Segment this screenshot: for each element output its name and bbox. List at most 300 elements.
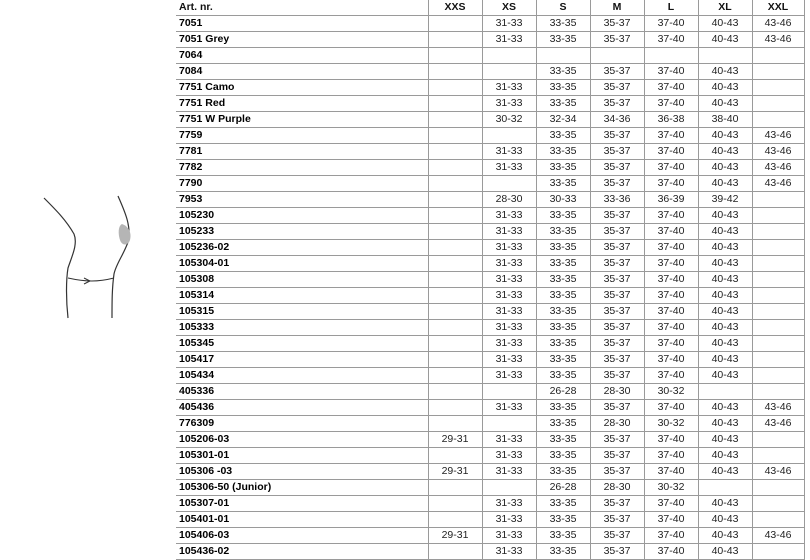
- size-xxl-cell: [752, 544, 804, 560]
- size-xxl-cell: [752, 48, 804, 64]
- size-xl-cell: 40-43: [698, 128, 752, 144]
- article-number-cell: 405336: [176, 384, 428, 400]
- size-l-cell: 37-40: [644, 176, 698, 192]
- table-row: [176, 80, 804, 96]
- size-m-cell: 35-37: [590, 80, 644, 96]
- size-l-cell: 37-40: [644, 368, 698, 384]
- size-xl-cell: 40-43: [698, 64, 752, 80]
- size-xs-cell: 31-33: [482, 400, 536, 416]
- size-m-cell: 35-37: [590, 176, 644, 192]
- size-m-cell: 34-36: [590, 112, 644, 128]
- size-xxs-cell: [428, 416, 482, 432]
- size-s-cell: 33-35: [536, 544, 590, 560]
- table-row: [176, 464, 804, 480]
- article-number-cell: 7781: [176, 144, 428, 160]
- size-l-cell: 37-40: [644, 240, 698, 256]
- size-l-cell: 37-40: [644, 80, 698, 96]
- size-l-cell: 37-40: [644, 448, 698, 464]
- column-header-size-xs: XS: [482, 0, 536, 16]
- size-s-cell: 30-33: [536, 192, 590, 208]
- size-xxs-cell: [428, 192, 482, 208]
- size-xl-cell: 40-43: [698, 432, 752, 448]
- size-xl-cell: 40-43: [698, 320, 752, 336]
- table-row: [176, 496, 804, 512]
- size-xxs-cell: [428, 304, 482, 320]
- size-s-cell: 33-35: [536, 512, 590, 528]
- article-number-cell: 105345: [176, 336, 428, 352]
- column-header-size-m: M: [590, 0, 644, 16]
- size-l-cell: [644, 48, 698, 64]
- size-xs-cell: 31-33: [482, 528, 536, 544]
- size-xxl-cell: [752, 64, 804, 80]
- size-l-cell: 37-40: [644, 16, 698, 32]
- size-m-cell: 35-37: [590, 512, 644, 528]
- size-s-cell: [536, 48, 590, 64]
- size-s-cell: 33-35: [536, 96, 590, 112]
- size-xxl-cell: 43-46: [752, 32, 804, 48]
- size-xxs-cell: [428, 352, 482, 368]
- size-xxl-cell: 43-46: [752, 160, 804, 176]
- size-xl-cell: 40-43: [698, 352, 752, 368]
- table-row: [176, 480, 804, 496]
- table-row: [176, 128, 804, 144]
- size-m-cell: 35-37: [590, 160, 644, 176]
- size-l-cell: 37-40: [644, 208, 698, 224]
- size-xl-cell: 38-40: [698, 112, 752, 128]
- size-s-cell: 33-35: [536, 464, 590, 480]
- size-xs-cell: 31-33: [482, 304, 536, 320]
- size-m-cell: 35-37: [590, 352, 644, 368]
- size-xs-cell: 31-33: [482, 16, 536, 32]
- size-m-cell: 35-37: [590, 32, 644, 48]
- table-header-row: [176, 0, 804, 16]
- size-s-cell: 33-35: [536, 144, 590, 160]
- size-s-cell: 33-35: [536, 256, 590, 272]
- size-l-cell: 37-40: [644, 256, 698, 272]
- size-m-cell: 35-37: [590, 224, 644, 240]
- table-row: [176, 64, 804, 80]
- size-xxl-cell: [752, 80, 804, 96]
- table-row: [176, 192, 804, 208]
- column-header-size-xxs: XXS: [428, 0, 482, 16]
- size-xxl-cell: [752, 448, 804, 464]
- size-xxs-cell: [428, 48, 482, 64]
- size-s-cell: 33-35: [536, 448, 590, 464]
- size-xxs-cell: [428, 160, 482, 176]
- size-xxl-cell: [752, 288, 804, 304]
- size-xl-cell: 40-43: [698, 272, 752, 288]
- size-xs-cell: 31-33: [482, 432, 536, 448]
- measurement-line: [68, 278, 114, 281]
- size-xl-cell: 40-43: [698, 32, 752, 48]
- article-number-cell: 7051 Grey: [176, 32, 428, 48]
- size-s-cell: 33-35: [536, 208, 590, 224]
- column-header-size-s: S: [536, 0, 590, 16]
- size-xl-cell: 40-43: [698, 16, 752, 32]
- size-m-cell: 35-37: [590, 336, 644, 352]
- size-xl-cell: 40-43: [698, 80, 752, 96]
- column-header-size-l: L: [644, 0, 698, 16]
- size-xxs-cell: [428, 272, 482, 288]
- article-number-cell: 105436-02: [176, 544, 428, 560]
- size-xs-cell: [482, 48, 536, 64]
- table-row: [176, 304, 804, 320]
- table-row: [176, 368, 804, 384]
- size-s-cell: 33-35: [536, 416, 590, 432]
- article-number-cell: 105306 -03: [176, 464, 428, 480]
- size-l-cell: 30-32: [644, 416, 698, 432]
- size-m-cell: 28-30: [590, 416, 644, 432]
- size-m-cell: 35-37: [590, 128, 644, 144]
- size-xxl-cell: [752, 384, 804, 400]
- size-s-cell: 33-35: [536, 432, 590, 448]
- size-xs-cell: 31-33: [482, 464, 536, 480]
- size-s-cell: 33-35: [536, 304, 590, 320]
- size-xxl-cell: [752, 224, 804, 240]
- leg-back-outline: [44, 198, 75, 318]
- size-s-cell: 33-35: [536, 272, 590, 288]
- article-number-cell: 105434: [176, 368, 428, 384]
- size-xxs-cell: [428, 336, 482, 352]
- size-xs-cell: 28-30: [482, 192, 536, 208]
- article-number-cell: 7751 W Purple: [176, 112, 428, 128]
- size-xs-cell: 31-33: [482, 144, 536, 160]
- column-header-article-number: Art. nr.: [176, 0, 428, 16]
- size-xxs-cell: [428, 224, 482, 240]
- table-row: [176, 144, 804, 160]
- size-xxs-cell: [428, 128, 482, 144]
- table-row: [176, 112, 804, 128]
- size-l-cell: 37-40: [644, 64, 698, 80]
- article-number-cell: 105236-02: [176, 240, 428, 256]
- size-xxl-cell: [752, 112, 804, 128]
- size-xl-cell: 40-43: [698, 400, 752, 416]
- size-m-cell: 35-37: [590, 496, 644, 512]
- size-xs-cell: 31-33: [482, 368, 536, 384]
- size-s-cell: 33-35: [536, 160, 590, 176]
- article-number-cell: 105304-01: [176, 256, 428, 272]
- size-l-cell: 37-40: [644, 144, 698, 160]
- article-number-cell: 105206-03: [176, 432, 428, 448]
- size-xxl-cell: [752, 336, 804, 352]
- size-l-cell: 37-40: [644, 128, 698, 144]
- article-number-cell: 105406-03: [176, 528, 428, 544]
- size-xl-cell: 40-43: [698, 240, 752, 256]
- size-xxs-cell: [428, 544, 482, 560]
- table-row: [176, 16, 804, 32]
- size-xxs-cell: [428, 112, 482, 128]
- size-xs-cell: 31-33: [482, 496, 536, 512]
- size-xxs-cell: [428, 96, 482, 112]
- size-xl-cell: 40-43: [698, 176, 752, 192]
- size-xxl-cell: 43-46: [752, 464, 804, 480]
- size-xxs-cell: [428, 448, 482, 464]
- article-number-cell: 105417: [176, 352, 428, 368]
- size-xs-cell: [482, 176, 536, 192]
- size-xxs-cell: 29-31: [428, 528, 482, 544]
- leg-front-outline: [112, 196, 129, 318]
- size-l-cell: 30-32: [644, 384, 698, 400]
- table-row: [176, 256, 804, 272]
- size-xl-cell: 40-43: [698, 304, 752, 320]
- table-row: [176, 48, 804, 64]
- size-xxs-cell: [428, 240, 482, 256]
- size-l-cell: 36-38: [644, 112, 698, 128]
- size-xs-cell: 31-33: [482, 256, 536, 272]
- size-m-cell: 35-37: [590, 272, 644, 288]
- column-header-size-xl: XL: [698, 0, 752, 16]
- size-xxl-cell: 43-46: [752, 176, 804, 192]
- table-row: [176, 176, 804, 192]
- knee-measurement-icon: [36, 188, 146, 323]
- size-l-cell: 37-40: [644, 464, 698, 480]
- table-row: [176, 400, 804, 416]
- table-row: [176, 32, 804, 48]
- article-number-cell: 105301-01: [176, 448, 428, 464]
- size-l-cell: 37-40: [644, 272, 698, 288]
- size-s-cell: 33-35: [536, 16, 590, 32]
- size-xxl-cell: [752, 208, 804, 224]
- size-s-cell: 26-28: [536, 384, 590, 400]
- size-m-cell: 35-37: [590, 16, 644, 32]
- size-xs-cell: 31-33: [482, 224, 536, 240]
- size-s-cell: 32-34: [536, 112, 590, 128]
- size-xxl-cell: [752, 96, 804, 112]
- size-m-cell: 35-37: [590, 368, 644, 384]
- size-s-cell: 33-35: [536, 368, 590, 384]
- size-xs-cell: 31-33: [482, 288, 536, 304]
- size-m-cell: 35-37: [590, 288, 644, 304]
- table-row: [176, 160, 804, 176]
- size-m-cell: 35-37: [590, 544, 644, 560]
- size-xs-cell: [482, 64, 536, 80]
- size-xl-cell: 40-43: [698, 224, 752, 240]
- size-l-cell: 37-40: [644, 320, 698, 336]
- size-xxl-cell: [752, 432, 804, 448]
- size-l-cell: 37-40: [644, 304, 698, 320]
- size-xxl-cell: 43-46: [752, 128, 804, 144]
- size-xxl-cell: [752, 352, 804, 368]
- table-row: [176, 384, 804, 400]
- size-m-cell: 28-30: [590, 480, 644, 496]
- size-s-cell: 33-35: [536, 400, 590, 416]
- size-s-cell: 33-35: [536, 352, 590, 368]
- size-xxs-cell: [428, 256, 482, 272]
- size-xl-cell: 40-43: [698, 528, 752, 544]
- article-number-cell: 105230: [176, 208, 428, 224]
- size-l-cell: 37-40: [644, 32, 698, 48]
- size-xxs-cell: [428, 32, 482, 48]
- size-m-cell: 35-37: [590, 240, 644, 256]
- size-l-cell: 37-40: [644, 96, 698, 112]
- size-xl-cell: 40-43: [698, 512, 752, 528]
- size-xxl-cell: 43-46: [752, 400, 804, 416]
- size-xl-cell: 40-43: [698, 288, 752, 304]
- size-xxs-cell: [428, 288, 482, 304]
- size-xxs-cell: [428, 496, 482, 512]
- size-l-cell: 30-32: [644, 480, 698, 496]
- size-l-cell: 37-40: [644, 496, 698, 512]
- article-number-cell: 7782: [176, 160, 428, 176]
- article-number-cell: 7953: [176, 192, 428, 208]
- size-s-cell: 33-35: [536, 528, 590, 544]
- article-number-cell: 405436: [176, 400, 428, 416]
- article-number-cell: 776309: [176, 416, 428, 432]
- size-xl-cell: [698, 384, 752, 400]
- size-xxl-cell: [752, 304, 804, 320]
- size-xxs-cell: [428, 512, 482, 528]
- size-xxl-cell: [752, 368, 804, 384]
- size-m-cell: 35-37: [590, 432, 644, 448]
- size-xs-cell: 31-33: [482, 512, 536, 528]
- size-xs-cell: [482, 480, 536, 496]
- size-xxs-cell: 29-31: [428, 464, 482, 480]
- table-row: [176, 288, 804, 304]
- size-xxl-cell: [752, 272, 804, 288]
- size-xs-cell: 31-33: [482, 80, 536, 96]
- size-xl-cell: 40-43: [698, 160, 752, 176]
- article-number-cell: 105306-50 (Junior): [176, 480, 428, 496]
- size-xs-cell: 31-33: [482, 32, 536, 48]
- size-s-cell: 33-35: [536, 128, 590, 144]
- size-xs-cell: 31-33: [482, 320, 536, 336]
- size-xxl-cell: [752, 320, 804, 336]
- size-xxs-cell: [428, 384, 482, 400]
- size-xxl-cell: [752, 256, 804, 272]
- table-row: [176, 432, 804, 448]
- size-s-cell: 33-35: [536, 64, 590, 80]
- table-row: [176, 320, 804, 336]
- size-xs-cell: [482, 128, 536, 144]
- size-xxs-cell: [428, 368, 482, 384]
- size-l-cell: 37-40: [644, 432, 698, 448]
- size-l-cell: 37-40: [644, 352, 698, 368]
- size-xs-cell: 31-33: [482, 272, 536, 288]
- size-xl-cell: 40-43: [698, 256, 752, 272]
- size-xxs-cell: 29-31: [428, 432, 482, 448]
- size-m-cell: 35-37: [590, 464, 644, 480]
- size-m-cell: 35-37: [590, 304, 644, 320]
- size-xxs-cell: [428, 144, 482, 160]
- article-number-cell: 7051: [176, 16, 428, 32]
- article-number-cell: 7751 Camo: [176, 80, 428, 96]
- article-number-cell: 105401-01: [176, 512, 428, 528]
- size-xxs-cell: [428, 176, 482, 192]
- size-xxl-cell: 43-46: [752, 528, 804, 544]
- size-xs-cell: 31-33: [482, 336, 536, 352]
- size-xxl-cell: [752, 240, 804, 256]
- size-s-cell: 33-35: [536, 288, 590, 304]
- article-number-cell: 105307-01: [176, 496, 428, 512]
- size-s-cell: 33-35: [536, 32, 590, 48]
- table-row: [176, 448, 804, 464]
- size-xl-cell: [698, 48, 752, 64]
- size-m-cell: 35-37: [590, 144, 644, 160]
- size-xl-cell: 40-43: [698, 416, 752, 432]
- size-xxs-cell: [428, 80, 482, 96]
- table-row: [176, 336, 804, 352]
- size-xxs-cell: [428, 208, 482, 224]
- size-xl-cell: 40-43: [698, 448, 752, 464]
- size-l-cell: 37-40: [644, 400, 698, 416]
- size-l-cell: 37-40: [644, 512, 698, 528]
- table-row: [176, 512, 804, 528]
- size-xxl-cell: 43-46: [752, 416, 804, 432]
- size-l-cell: 37-40: [644, 336, 698, 352]
- size-m-cell: 28-30: [590, 384, 644, 400]
- table-row: [176, 224, 804, 240]
- size-l-cell: 36-39: [644, 192, 698, 208]
- size-s-cell: 33-35: [536, 224, 590, 240]
- size-chart-table: [176, 0, 805, 560]
- size-xxs-cell: [428, 480, 482, 496]
- size-xxs-cell: [428, 320, 482, 336]
- size-xs-cell: 31-33: [482, 208, 536, 224]
- size-xl-cell: [698, 480, 752, 496]
- size-xl-cell: 40-43: [698, 544, 752, 560]
- table-row: [176, 544, 804, 560]
- size-xxl-cell: [752, 192, 804, 208]
- article-number-cell: 105314: [176, 288, 428, 304]
- size-l-cell: 37-40: [644, 160, 698, 176]
- size-xs-cell: [482, 416, 536, 432]
- size-xl-cell: 40-43: [698, 96, 752, 112]
- size-xs-cell: 31-33: [482, 352, 536, 368]
- size-xs-cell: [482, 384, 536, 400]
- article-number-cell: 7790: [176, 176, 428, 192]
- table-row: [176, 528, 804, 544]
- table-body: [176, 16, 804, 560]
- article-number-cell: 105333: [176, 320, 428, 336]
- size-xs-cell: 31-33: [482, 96, 536, 112]
- table-row: [176, 272, 804, 288]
- size-xs-cell: 31-33: [482, 160, 536, 176]
- size-m-cell: 35-37: [590, 528, 644, 544]
- size-l-cell: 37-40: [644, 288, 698, 304]
- table-row: [176, 240, 804, 256]
- table-row: [176, 416, 804, 432]
- size-l-cell: 37-40: [644, 544, 698, 560]
- size-xs-cell: 31-33: [482, 240, 536, 256]
- column-header-size-xxl: XXL: [752, 0, 804, 16]
- size-l-cell: 37-40: [644, 528, 698, 544]
- size-xxl-cell: [752, 496, 804, 512]
- article-number-cell: 7751 Red: [176, 96, 428, 112]
- size-xxl-cell: 43-46: [752, 144, 804, 160]
- size-s-cell: 33-35: [536, 80, 590, 96]
- size-xl-cell: 40-43: [698, 496, 752, 512]
- size-m-cell: 35-37: [590, 256, 644, 272]
- size-s-cell: 26-28: [536, 480, 590, 496]
- size-xl-cell: 40-43: [698, 144, 752, 160]
- table-row: [176, 208, 804, 224]
- size-l-cell: 37-40: [644, 224, 698, 240]
- size-m-cell: 35-37: [590, 320, 644, 336]
- size-xxs-cell: [428, 64, 482, 80]
- size-xs-cell: 30-32: [482, 112, 536, 128]
- size-m-cell: 35-37: [590, 400, 644, 416]
- article-number-cell: 7759: [176, 128, 428, 144]
- size-m-cell: 35-37: [590, 64, 644, 80]
- size-xl-cell: 40-43: [698, 368, 752, 384]
- size-xxl-cell: [752, 512, 804, 528]
- article-number-cell: 105315: [176, 304, 428, 320]
- size-xxs-cell: [428, 400, 482, 416]
- size-s-cell: 33-35: [536, 320, 590, 336]
- size-s-cell: 33-35: [536, 240, 590, 256]
- size-xxl-cell: 43-46: [752, 16, 804, 32]
- size-xl-cell: 40-43: [698, 464, 752, 480]
